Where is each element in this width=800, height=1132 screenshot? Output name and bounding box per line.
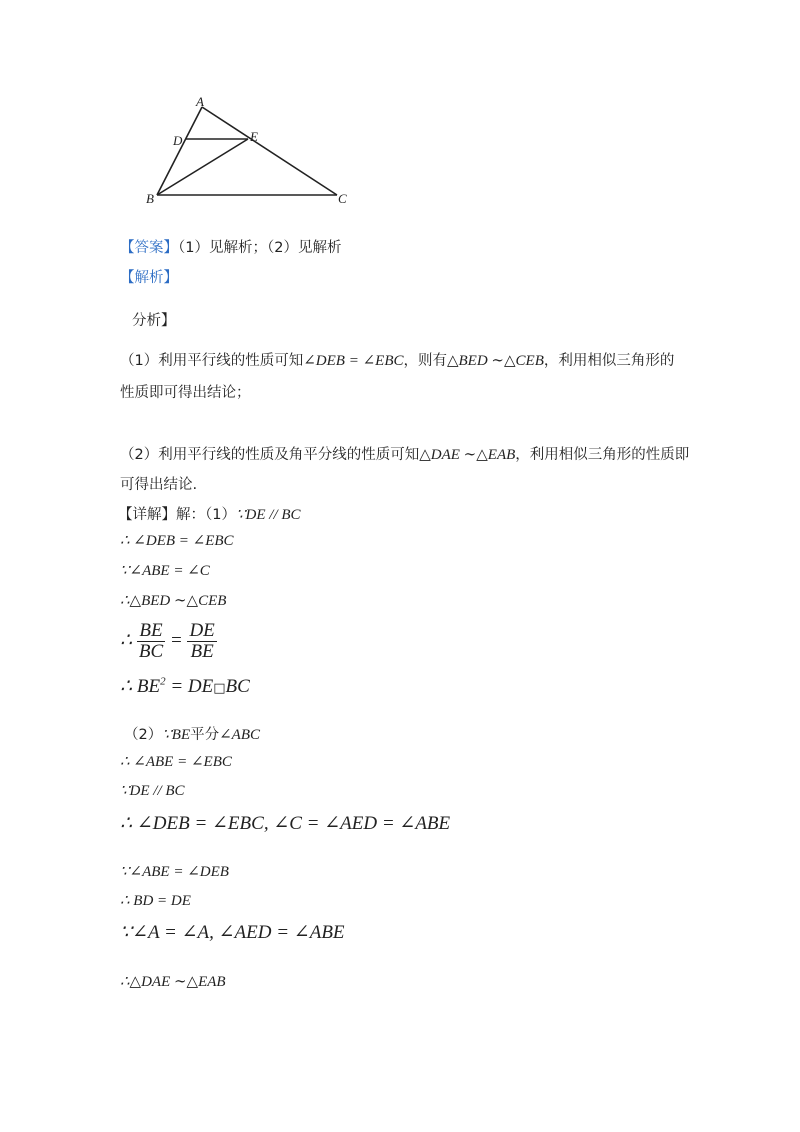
part2-math1: ∵BE bbox=[162, 727, 191, 743]
analysis-p1-after: ，利用相似三角形的 bbox=[543, 353, 675, 369]
analysis-p2-after: ，利用相似三角形的性质即 bbox=[515, 447, 690, 463]
frac1-den: BC bbox=[138, 641, 164, 662]
detail-intro-text: 解：（1） bbox=[176, 507, 236, 523]
p2-line5: ∴ BD = DE bbox=[120, 893, 191, 909]
analysis-p2-before: （2）利用平行线的性质及角平分线的性质可知 bbox=[120, 447, 420, 463]
p2-line7: ∴△DAE ∼△EAB bbox=[120, 974, 226, 990]
segment-ac bbox=[202, 107, 337, 195]
sq-box: □ bbox=[213, 681, 226, 696]
frac2-den: BE bbox=[190, 641, 214, 662]
answer-text: （1）见解析；（2）见解析 bbox=[178, 240, 342, 256]
part2-text: 平分 bbox=[190, 727, 220, 743]
detail-intro-math: ∵DE // BC bbox=[235, 507, 301, 523]
frac1-num: BE bbox=[137, 621, 165, 642]
label-c: C bbox=[338, 191, 347, 206]
frac-eq: = bbox=[169, 629, 183, 651]
fraction-be-bc bbox=[137, 621, 165, 662]
analysis-p1-math2: △BED ∼△CEB bbox=[446, 353, 544, 369]
fraction-de-be bbox=[187, 621, 216, 662]
detail-line3: ∴△BED ∼△CEB bbox=[120, 593, 227, 609]
frac2-num: DE bbox=[189, 620, 215, 641]
p2-line6: ∵∠A = ∠A, ∠AED = ∠ABE bbox=[120, 922, 345, 943]
analysis-p1-line2: 性质即可得出结论； bbox=[120, 385, 251, 401]
p2-line2: ∵DE // BC bbox=[120, 783, 185, 799]
p2-line4: ∵∠ABE = ∠DEB bbox=[120, 864, 229, 880]
answer-tag: 【答案】 bbox=[120, 240, 178, 256]
detail-fraction-line bbox=[120, 621, 217, 662]
detail-tag: 【详解】 bbox=[118, 507, 176, 523]
analysis-p2-line2: 可得出结论. bbox=[120, 477, 198, 493]
triangle-figure bbox=[140, 95, 360, 215]
label-e: E bbox=[250, 129, 258, 144]
analysis-p2-line1 bbox=[120, 443, 689, 464]
analysis-p1-line1 bbox=[120, 349, 674, 370]
label-d: D bbox=[173, 133, 183, 148]
detail-square-line bbox=[120, 675, 250, 698]
label-a: A bbox=[196, 95, 204, 109]
analysis-title: 分析】 bbox=[132, 313, 176, 329]
p2-line3: ∴ ∠DEB = ∠EBC, ∠C = ∠AED = ∠ABE bbox=[120, 813, 451, 834]
label-b: B bbox=[146, 191, 154, 206]
sq-rest: = DE bbox=[165, 676, 214, 697]
detail-intro bbox=[118, 503, 301, 524]
sq-end: BC bbox=[225, 676, 250, 697]
analysis-p1-math1: ∠DEB = ∠EBC bbox=[303, 353, 404, 369]
detail-part2-intro bbox=[124, 723, 260, 744]
analysis-p1-mid: ，则有 bbox=[403, 353, 447, 369]
frac-prefix: ∴ bbox=[120, 629, 133, 651]
detail-line1: ∴ ∠DEB = ∠EBC bbox=[120, 533, 234, 549]
analysis-p1-before: （1）利用平行线的性质可知 bbox=[120, 353, 304, 369]
answer-line bbox=[120, 236, 341, 257]
analysis-p2-math: △DAE ∼△EAB bbox=[419, 447, 516, 463]
p2-line1: ∴ ∠ABE = ∠EBC bbox=[120, 754, 232, 770]
part2-math2: ∠ABC bbox=[219, 727, 261, 743]
sq-prefix: ∴ BE bbox=[120, 676, 161, 697]
sq-exp: 2 bbox=[160, 675, 166, 688]
analysis-tag: 【解析】 bbox=[120, 270, 178, 286]
detail-line2: ∵∠ABE = ∠C bbox=[120, 563, 210, 579]
part2-intro: （2） bbox=[124, 727, 163, 743]
